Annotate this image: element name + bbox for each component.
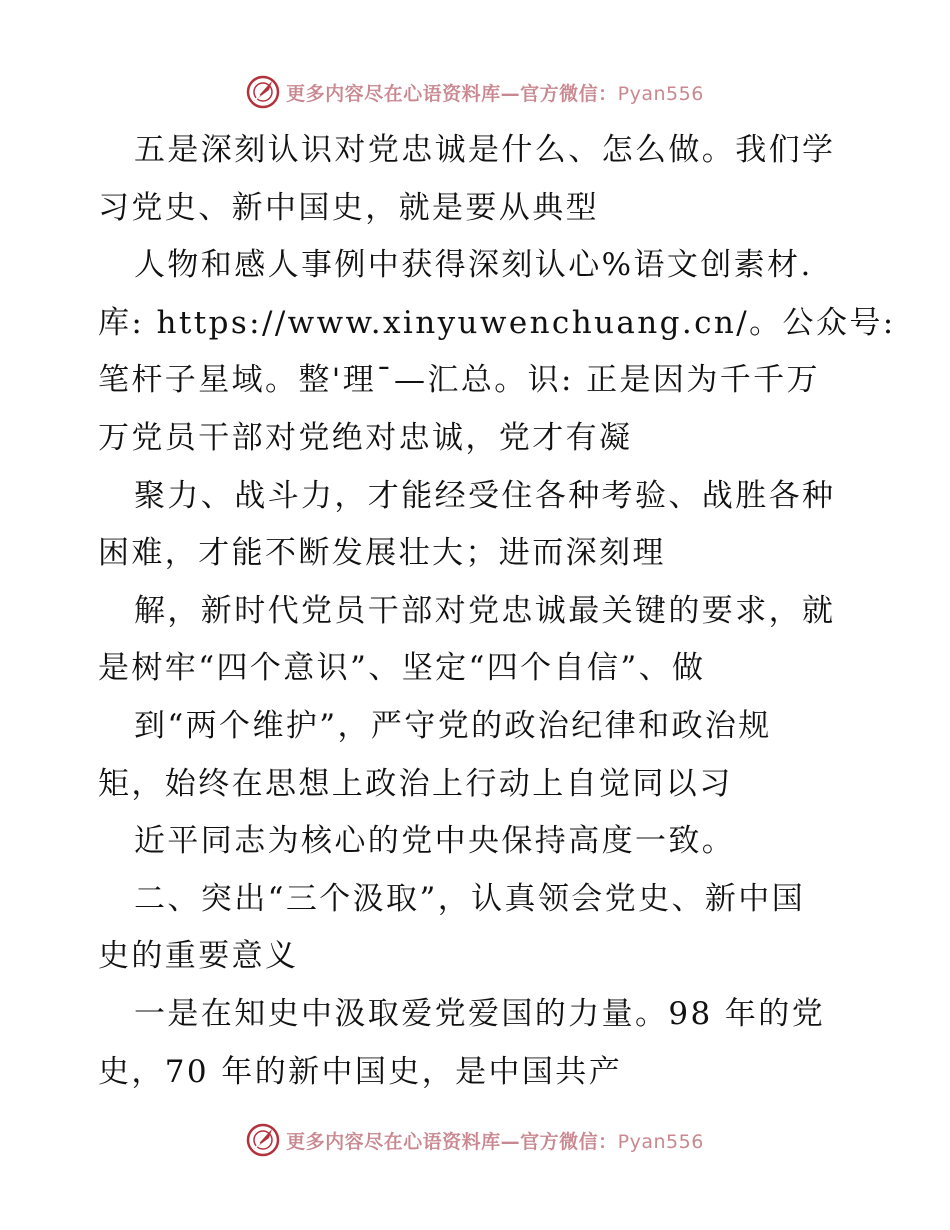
text-line: 史，70 年的新中国史，是中国共产 bbox=[98, 1053, 623, 1090]
text-line: 库: https://www.xinyuwenchuang.cn/。公众号: bbox=[98, 304, 896, 341]
text-line: 五是深刻认识对党忠诚是什么、怎么做。我们学 bbox=[134, 132, 836, 168]
footer-banner bbox=[0, 1120, 950, 1160]
header-banner bbox=[0, 72, 950, 112]
text-line: 矩，始终在思想上政治上行动上自觉同以习 bbox=[98, 765, 733, 802]
quill-seal-logo bbox=[246, 75, 280, 109]
quill-seal-logo bbox=[246, 1123, 280, 1157]
text-line: 近平同志为核心的党中央保持高度一致。 bbox=[134, 823, 736, 860]
banner-text: 更多内容尽在心语资料库—官方微信：Pyan556 bbox=[286, 82, 704, 105]
text-line: 是树牢“四个意识”、坚定“四个自信”、做 bbox=[98, 650, 706, 687]
document-body bbox=[98, 122, 896, 1101]
text-line: 二、突出“三个汲取”，认真领会党史、新中国 bbox=[134, 880, 806, 917]
text-line: 一是在知史中汲取爱党爱国的力量。98 年的党 bbox=[134, 995, 826, 1032]
text-line: 困难，才能不断发展壮大；进而深刻理 bbox=[98, 535, 666, 572]
text-line: 解，新时代党员干部对党忠诚最关键的要求，就 bbox=[134, 592, 836, 629]
text-line: 到“两个维护”，严守党的政治纪律和政治规 bbox=[134, 707, 772, 744]
text-line: 史的重要意义 bbox=[98, 938, 299, 975]
banner-text: 更多内容尽在心语资料库—官方微信：Pyan556 bbox=[286, 1130, 704, 1153]
text-line: 习党史、新中国史，就是要从典型 bbox=[98, 189, 599, 226]
text-line: 聚力、战斗力，才能经受住各种考验、战胜各种 bbox=[134, 477, 836, 514]
text-line: 万党员干部对党绝对忠诚，党才有凝 bbox=[98, 419, 633, 456]
text-line: 笔杆子星域。整'理¯—汇总。识: 正是因为千千万 bbox=[98, 362, 820, 399]
text-line: 人物和感人事例中获得深刻认心%语文创素材. bbox=[134, 247, 813, 284]
